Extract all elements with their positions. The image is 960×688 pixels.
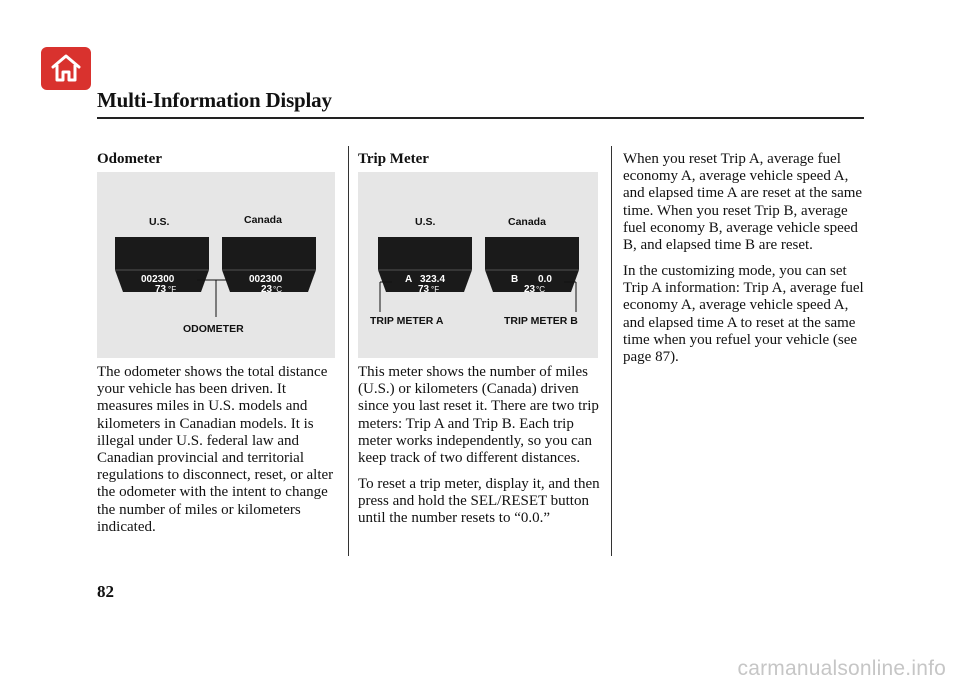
odometer-callout-label: ODOMETER	[183, 323, 244, 335]
canada-trip-unit: °C	[536, 285, 545, 294]
customizing-paragraph: In the customizing mode, you can set Trip A information: Trip A, average fuel economy A, average vehicle speed A, and elapsed time A to reset at the same time when you refuel your vehicle (see page 87).	[623, 263, 864, 366]
trip-meter-figure	[358, 172, 598, 358]
trip-meter-heading: Trip Meter	[358, 151, 429, 167]
home-button[interactable]	[41, 47, 91, 90]
us-odometer-display	[115, 237, 209, 295]
us-temp-value: 73	[155, 284, 167, 295]
trip-b-callout-label: TRIP METER B	[504, 315, 578, 327]
us-temp-unit: °F	[168, 285, 177, 294]
trip-a-callout-label: TRIP METER A	[370, 315, 444, 327]
home-icon	[49, 52, 83, 84]
us-trip-letter: A	[405, 274, 413, 285]
trip-label-canada: Canada	[508, 216, 546, 228]
canada-trip-letter: B	[511, 274, 519, 285]
trip-meter-paragraph-2: To reset a trip meter, display it, and then press and hold the SEL/RESET button until the number resets to “0.0.”	[358, 476, 600, 527]
us-trip-unit: °F	[431, 285, 440, 294]
odometer-label-canada: Canada	[244, 214, 282, 226]
us-trip-value: 323.4	[420, 274, 446, 285]
canada-temp-unit: °C	[273, 285, 282, 294]
canada-trip-temp: 23	[524, 284, 536, 295]
trip-meter-paragraph-1: This meter shows the number of miles (U.S.) or kilometers (Canada) driven since you last reset it. There are two trip meters: Trip A and Trip B. Each trip meter works independently, so you can keep track of two different distances.	[358, 364, 599, 467]
odometer-paragraph: The odometer shows the total distance your vehicle has been driven. It measures miles in U.S. models and kilometers in Canadian models. It is illegal under U.S. federal law and Canadian provincial and territorial regulations to disconnect, reset, or alter the odometer with the intent to change the number of miles or kilometers indicated.	[97, 364, 334, 535]
trip-label-us: U.S.	[415, 216, 436, 228]
us-trip-temp: 73	[418, 284, 430, 295]
odometer-heading: Odometer	[97, 151, 162, 167]
column-divider-2	[611, 146, 612, 556]
canada-trip-display	[485, 237, 579, 295]
page-title: Multi-Information Display	[97, 88, 332, 112]
canada-odometer-display	[222, 237, 316, 295]
column-divider-1	[348, 146, 349, 556]
us-trip-display	[378, 237, 472, 295]
watermark: carmanualsonline.info	[737, 657, 946, 680]
page-number: 82	[97, 582, 114, 601]
us-odometer-value: 002300	[141, 274, 175, 285]
canada-odometer-value: 002300	[249, 274, 283, 285]
odometer-label-us: U.S.	[149, 216, 170, 228]
odometer-figure	[97, 172, 335, 358]
canada-temp-value: 23	[261, 284, 273, 295]
title-divider	[97, 117, 864, 119]
trip-reset-paragraph: When you reset Trip A, average fuel economy A, average vehicle speed A, and elapsed time A are reset at the same time. When you reset Trip B, average fuel economy B, average vehicle speed B, and elapsed time B are reset.	[623, 151, 863, 254]
canada-trip-value: 0.0	[538, 274, 552, 285]
